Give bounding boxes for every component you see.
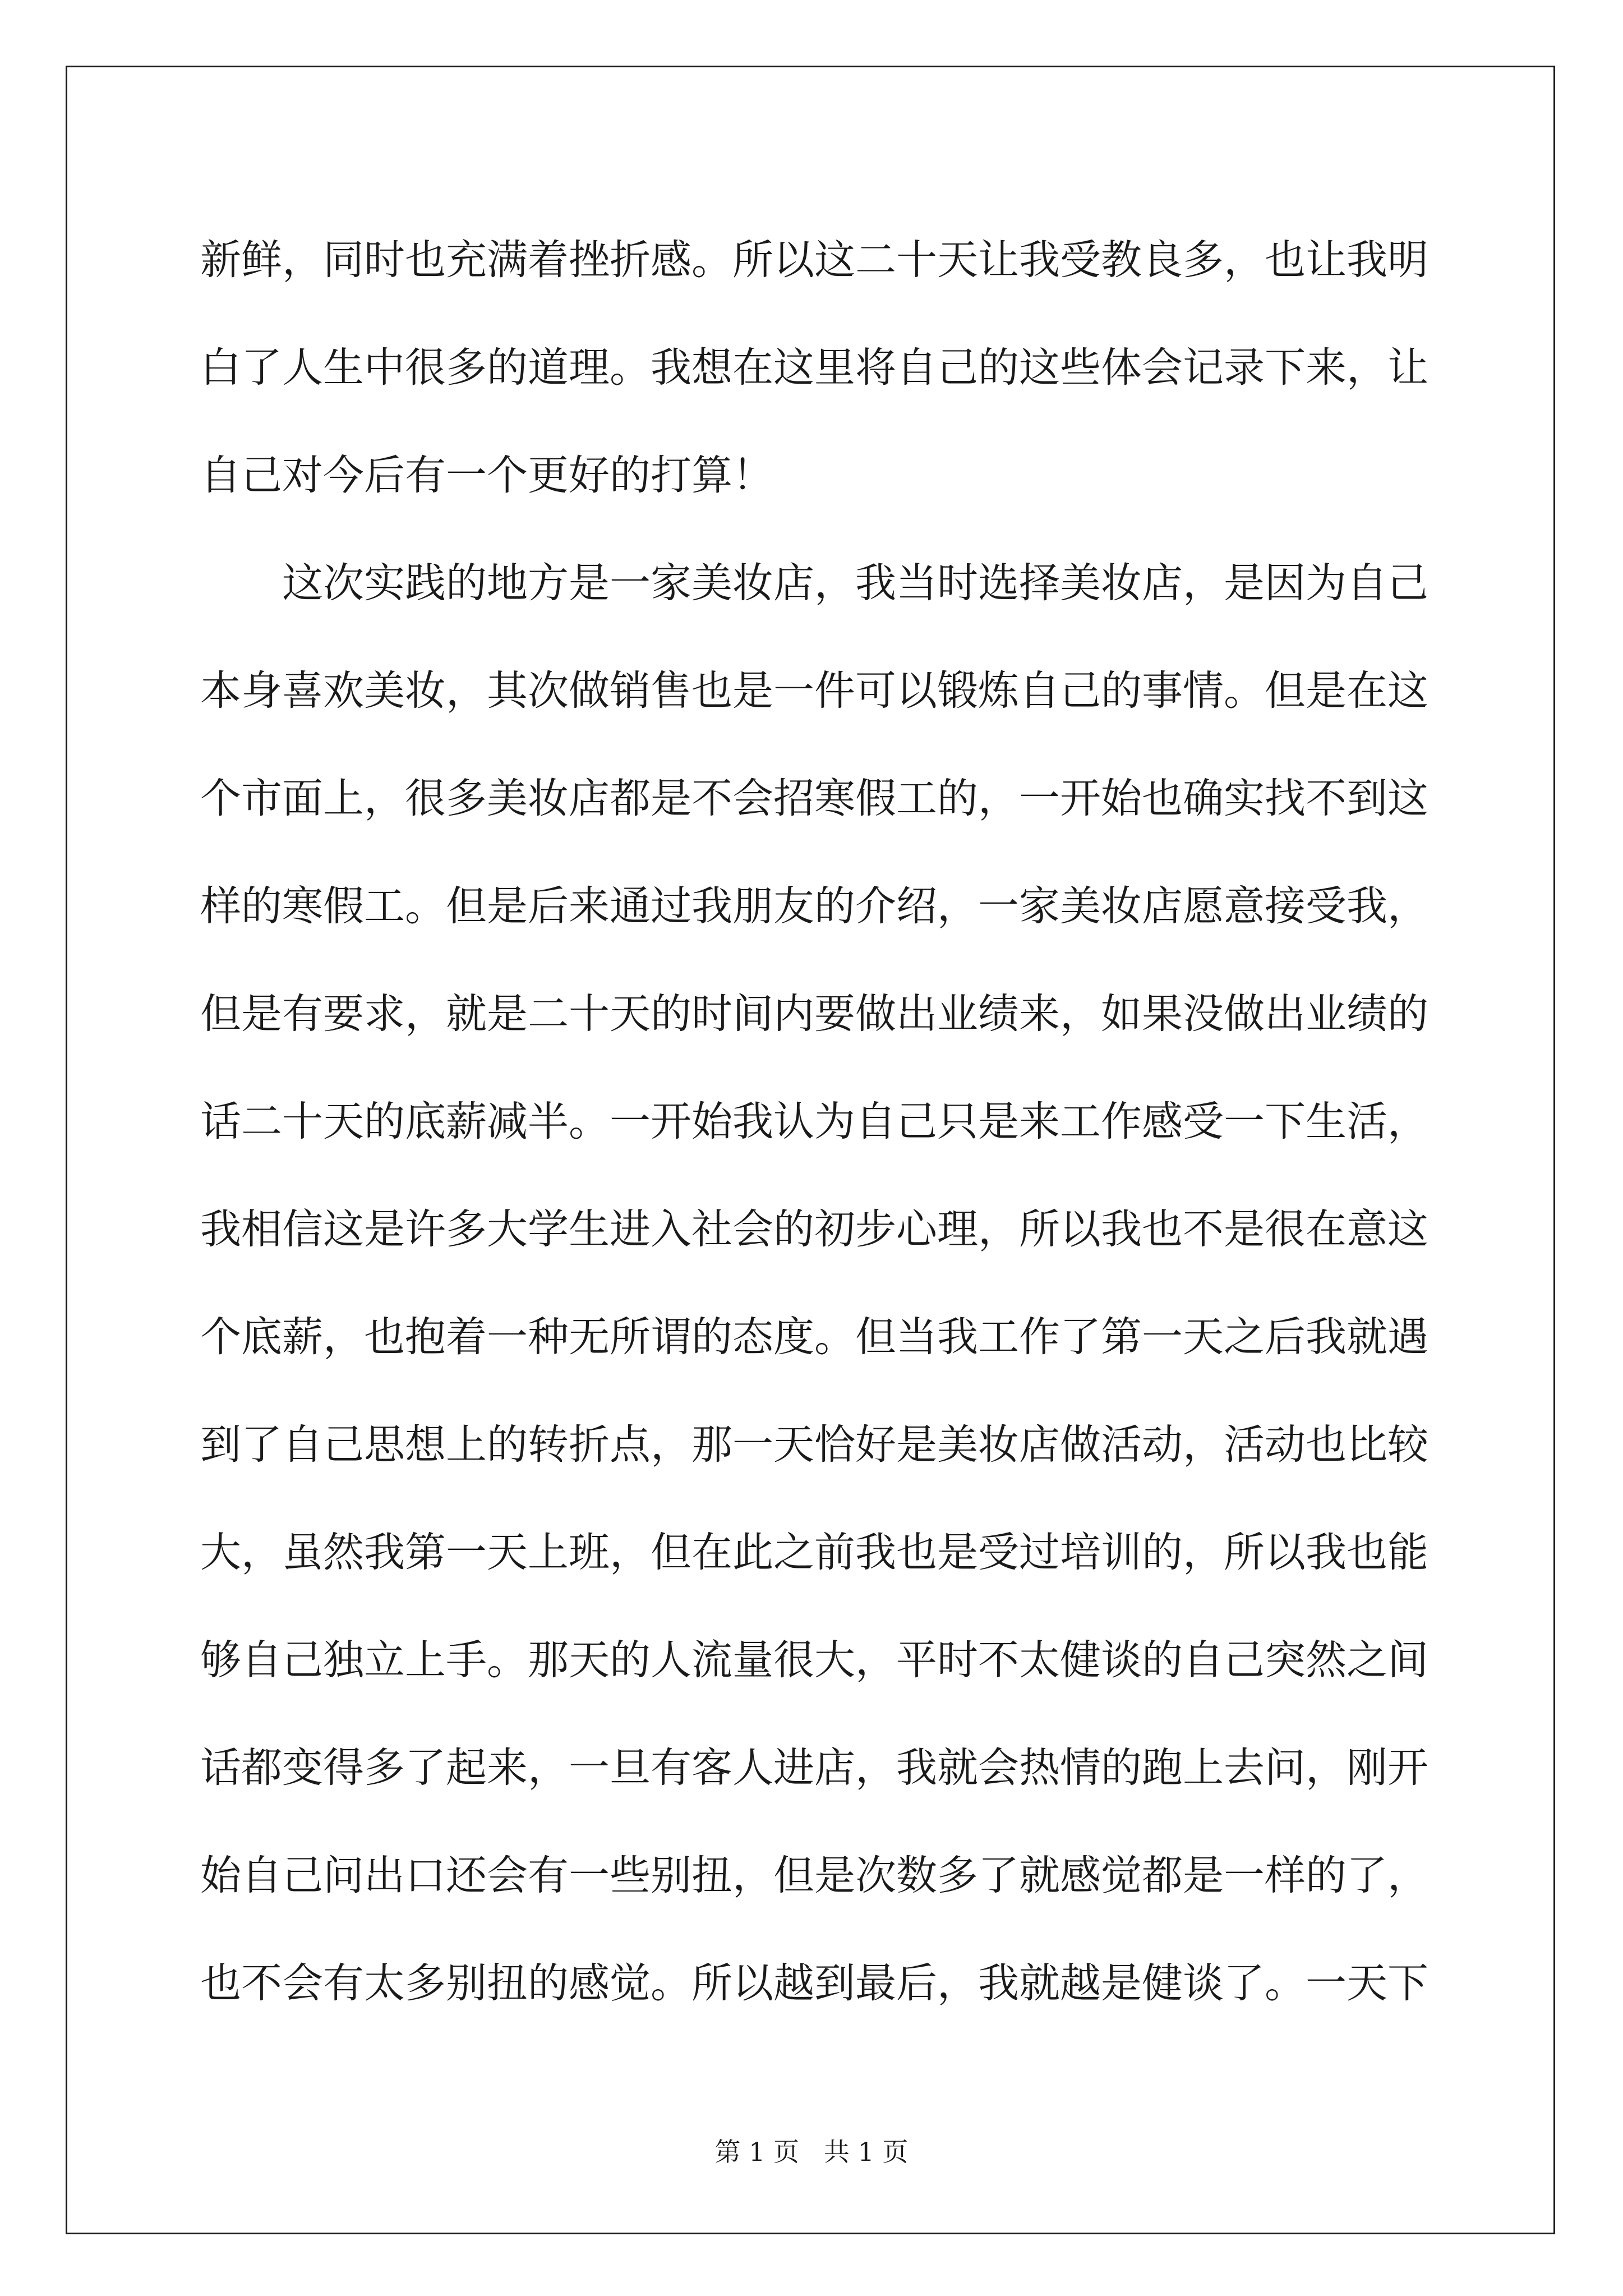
text-line: 样的寒假工。但是后来通过我朋友的介绍，一家美妆店愿意接受我， (200, 882, 1428, 930)
text-line: 话都变得多了起来，一旦有客人进店，我就会热情的跑上去问，刚开 (200, 1744, 1428, 1792)
text-line: 到了自己思想上的转折点，那一天恰好是美妆店做活动，活动也比较 (200, 1421, 1428, 1469)
text-line: 够自己独立上手。那天的人流量很大，平时不太健谈的自己突然之间 (200, 1636, 1428, 1684)
text-line: 白了人生中很多的道理。我想在这里将自己的这些体会记录下来，让 (200, 344, 1428, 392)
text-line: 始自己问出口还会有一些别扭，但是次数多了就感觉都是一样的了， (200, 1852, 1428, 1899)
text-line: 个底薪，也抱着一种无所谓的态度。但当我工作了第一天之后我就遇 (200, 1313, 1428, 1361)
text-line: 新鲜，同时也充满着挫折感。所以这二十天让我受教良多，也让我明 (200, 236, 1428, 284)
text-line: 自己对今后有一个更好的打算！ (200, 452, 773, 499)
paragraph-first-line: 这次实践的地方是一家美妆店，我当时选择美妆店，是因为自己 (282, 559, 1428, 607)
text-line: 但是有要求，就是二十天的时间内要做出业绩来，如果没做出业绩的 (200, 990, 1428, 1038)
text-line: 我相信这是许多大学生进入社会的初步心理，所以我也不是很在意这 (200, 1205, 1428, 1253)
text-line: 话二十天的底薪减半。一开始我认为自己只是来工作感受一下生活， (200, 1098, 1428, 1145)
document-body (200, 206, 1428, 2037)
text-line: 个市面上，很多美妆店都是不会招寒假工的，一开始也确实找不到这 (200, 775, 1428, 822)
text-line: 本身喜欢美妆，其次做销售也是一件可以锻炼自己的事情。但是在这 (200, 667, 1428, 715)
text-line: 也不会有太多别扭的感觉。所以越到最后，我就越是健谈了。一天下 (200, 1959, 1428, 2007)
page-number-footer: 第 1 页 共 1 页 (714, 2137, 909, 2167)
text-line: 大，虽然我第一天上班，但在此之前我也是受过培训的，所以我也能 (200, 1529, 1428, 1576)
